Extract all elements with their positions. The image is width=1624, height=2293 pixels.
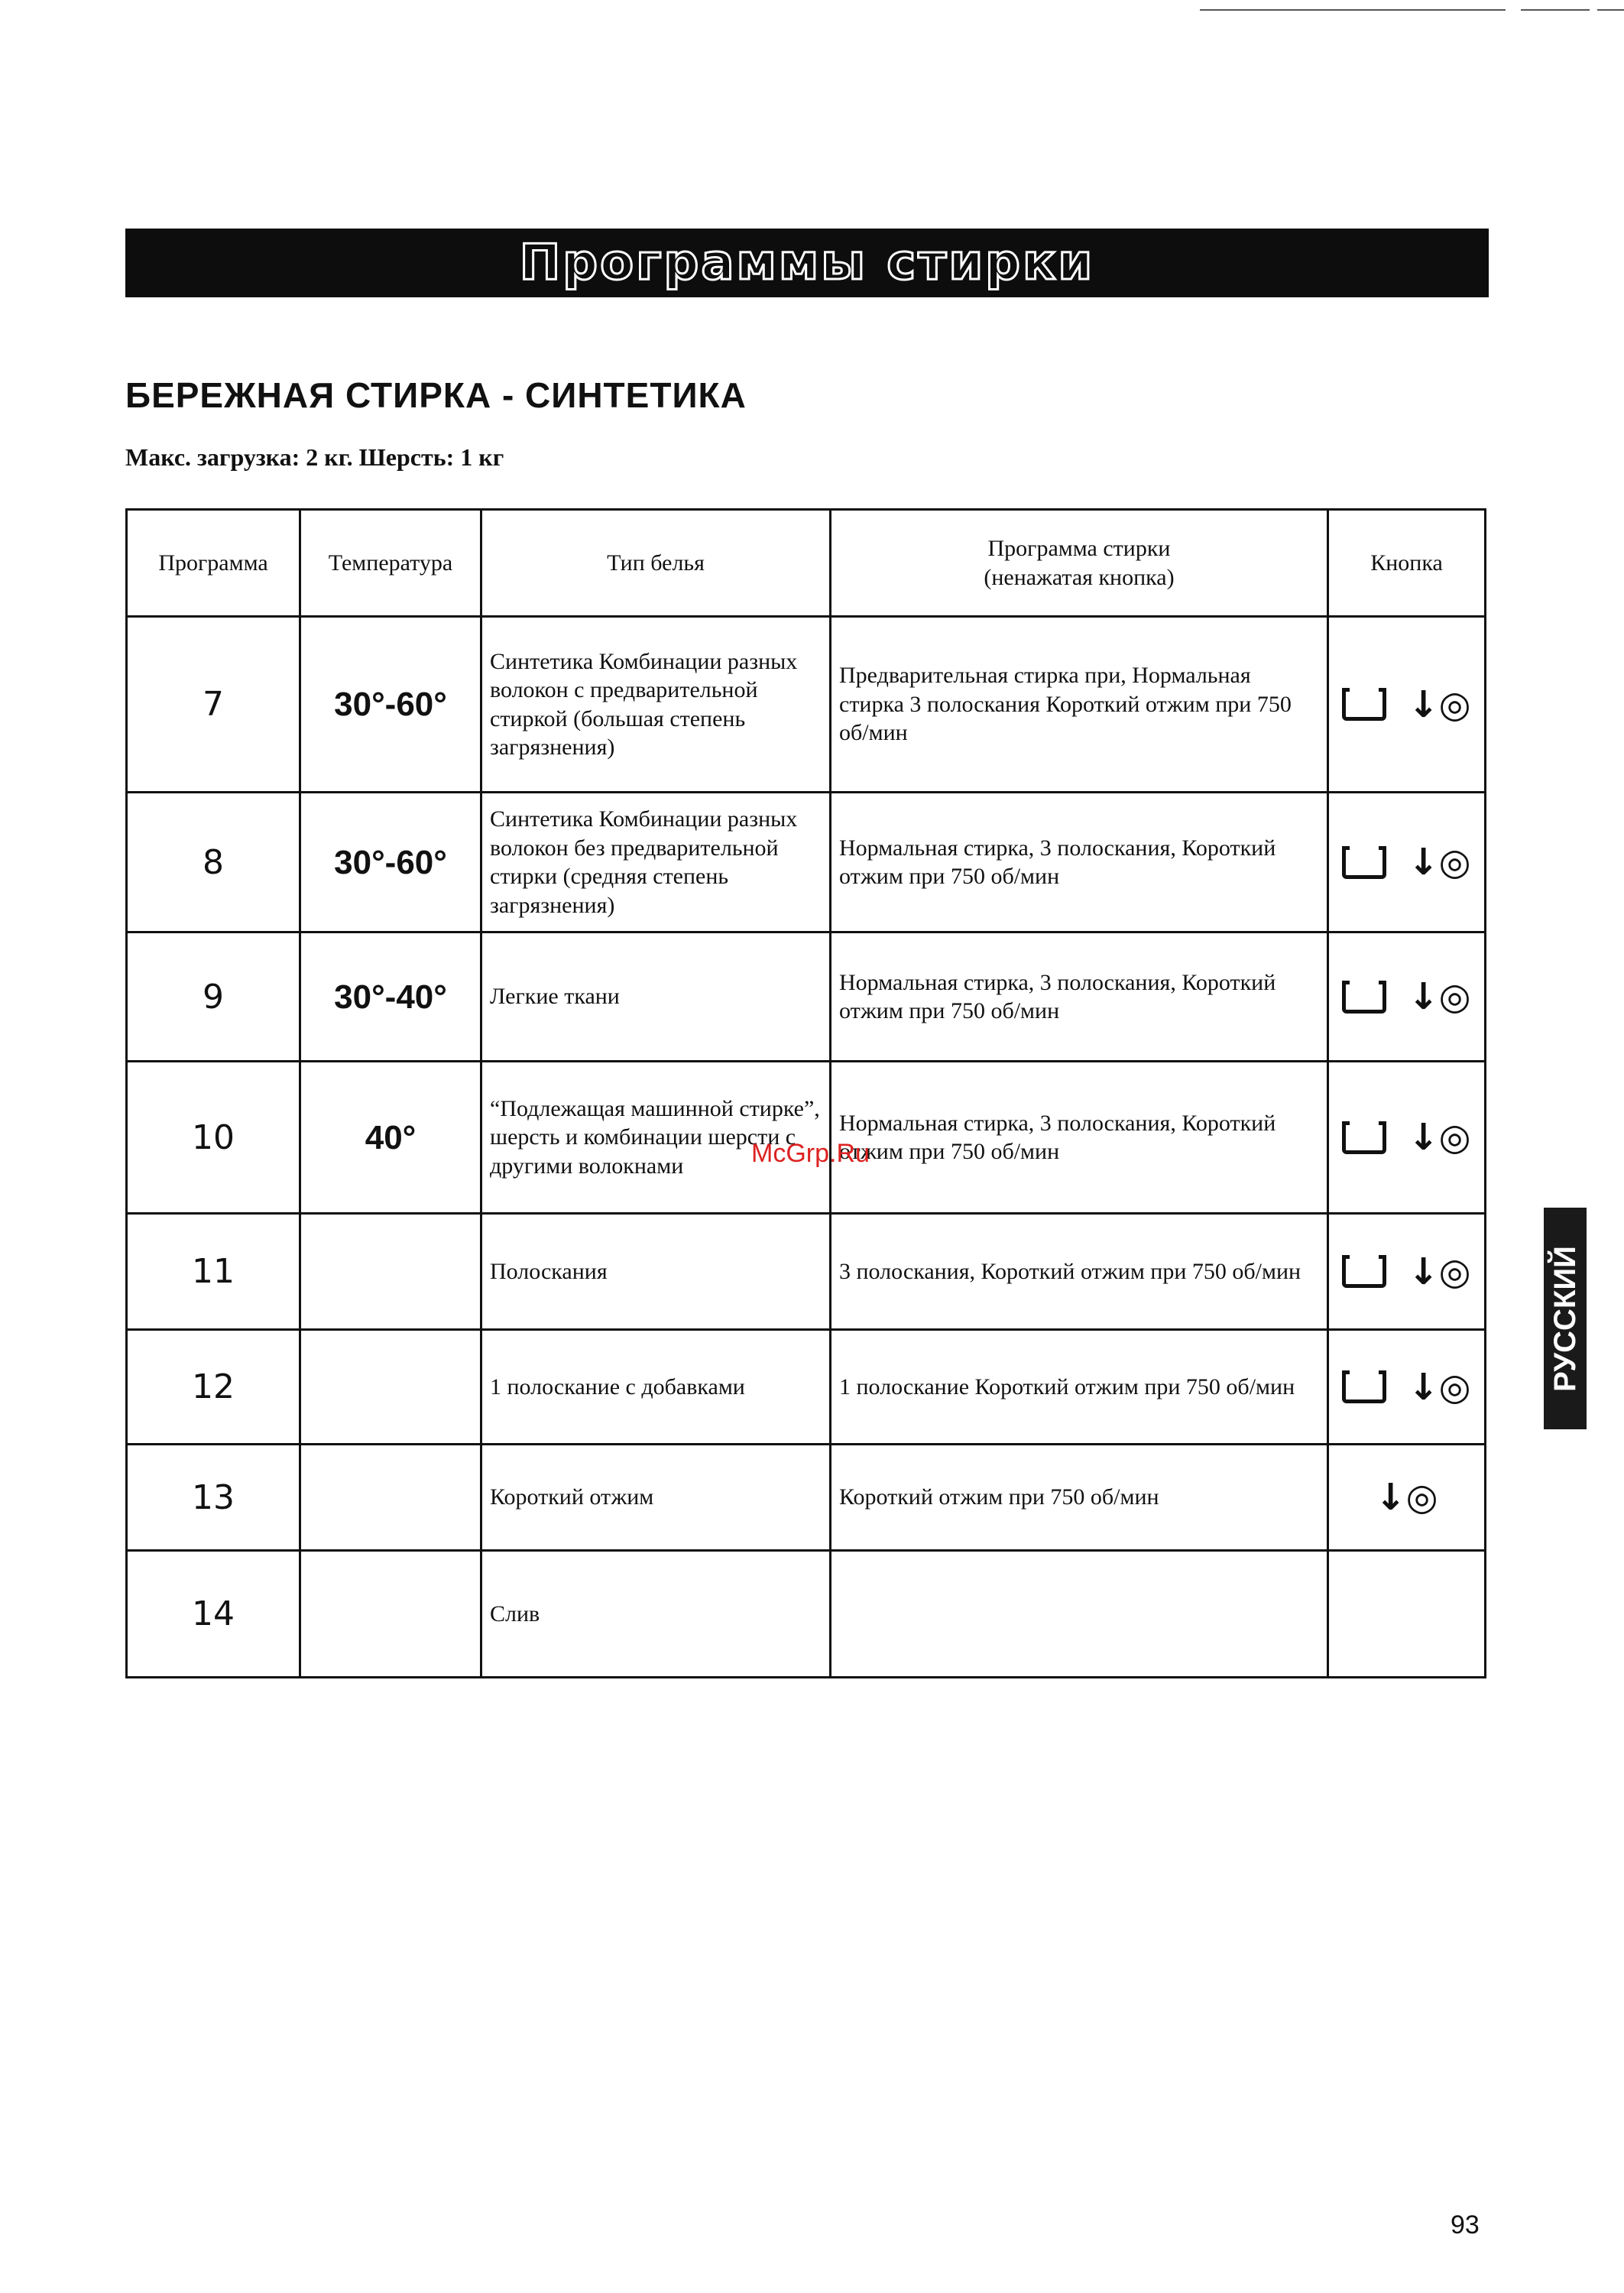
cycle-cell: 1 полоскание Короткий отжим при 750 об/мин — [831, 1330, 1328, 1445]
load-info: Макс. загрузка: 2 кг. Шерсть: 1 кг — [125, 443, 504, 471]
page-number: 93 — [1451, 2210, 1480, 2239]
temperature-cell: 40° — [300, 1062, 481, 1214]
button-icons-cell — [1328, 793, 1486, 932]
laundry-cell: Синтетика Комбинации разных волокон с предварительной стиркой (большая степень загрязнения) — [481, 617, 831, 793]
spin-icon: ↓◎ — [1408, 841, 1471, 884]
header-temperature: Температура — [300, 510, 481, 617]
laundry-cell: Полоскания — [481, 1214, 831, 1330]
top-rule — [1521, 9, 1590, 11]
temperature-cell — [300, 1551, 481, 1678]
cycle-cell: 3 полоскания, Короткий отжим при 750 об/мин — [831, 1214, 1328, 1330]
table-row — [127, 932, 1486, 1062]
temperature-cell: 30°-60° — [300, 793, 481, 932]
program-cell: 13 — [127, 1445, 300, 1551]
programs-table — [125, 508, 1486, 1678]
top-rule — [1200, 9, 1506, 11]
button-icons-cell — [1328, 932, 1486, 1062]
section-title: БЕРЕЖНАЯ СТИРКА - СИНТЕТИКА — [125, 375, 747, 415]
table-row — [127, 793, 1486, 932]
header-laundry: Тип белья — [481, 510, 831, 617]
temperature-cell — [300, 1330, 481, 1445]
tub-icon — [1342, 1121, 1386, 1154]
cycle-cell: Предварительная стирка при, Нормальная стирка 3 полоскания Короткий отжим при 750 об/мин — [831, 617, 1328, 793]
temperature-cell: 30°-40° — [300, 932, 481, 1062]
spin-icon: ↓◎ — [1408, 1250, 1471, 1293]
spin-icon: ↓◎ — [1375, 1476, 1438, 1519]
tub-icon — [1342, 846, 1386, 879]
cycle-cell: Нормальная стирка, 3 полоскания, Короткий отжим при 750 об/мин — [831, 932, 1328, 1062]
banner-title: Программы стирки — [519, 235, 1095, 291]
temperature-cell — [300, 1445, 481, 1551]
page-banner — [125, 229, 1489, 297]
table-row — [127, 1551, 1486, 1678]
table-row — [127, 1445, 1486, 1551]
language-tab — [1544, 1208, 1587, 1429]
laundry-cell: Слив — [481, 1551, 831, 1678]
button-icons-cell — [1328, 617, 1486, 793]
button-icons-cell — [1328, 1551, 1486, 1678]
laundry-cell: “Подлежащая машинной стирке”, шерсть и комбинации шерсти с другими волокнами — [481, 1062, 831, 1214]
cycle-cell — [831, 1551, 1328, 1678]
table-row — [127, 617, 1486, 793]
program-cell: 14 — [127, 1551, 300, 1678]
cycle-cell: Нормальная стирка, 3 полоскания, Короткий отжим при 750 об/мин — [831, 1062, 1328, 1214]
header-cycle: Программа стирки (ненажатая кнопка) — [831, 510, 1328, 617]
temperature-cell: 30°-60° — [300, 617, 481, 793]
spin-icon: ↓◎ — [1408, 1365, 1471, 1409]
spin-icon: ↓◎ — [1408, 683, 1471, 726]
table-header-row — [127, 510, 1486, 617]
button-icons-cell — [1328, 1214, 1486, 1330]
spin-icon: ↓◎ — [1408, 975, 1471, 1018]
temperature-cell — [300, 1214, 481, 1330]
program-cell: 8 — [127, 793, 300, 932]
program-cell: 12 — [127, 1330, 300, 1445]
laundry-cell: 1 полоскание с добавками — [481, 1330, 831, 1445]
tub-icon — [1342, 981, 1386, 1014]
program-cell: 9 — [127, 932, 300, 1062]
table-row — [127, 1330, 1486, 1445]
cycle-cell: Нормальная стирка, 3 полоскания, Короткий отжим при 750 об/мин — [831, 793, 1328, 932]
table-row — [127, 1214, 1486, 1330]
header-button: Кнопка — [1328, 510, 1486, 617]
table-row — [127, 1062, 1486, 1214]
button-icons-cell — [1328, 1062, 1486, 1214]
tub-icon — [1342, 1255, 1386, 1288]
top-rule — [1597, 9, 1624, 11]
watermark: McGrp.Ru — [751, 1139, 870, 1168]
program-cell: 7 — [127, 617, 300, 793]
header-program: Программа — [127, 510, 300, 617]
laundry-cell: Легкие ткани — [481, 932, 831, 1062]
laundry-cell: Короткий отжим — [481, 1445, 831, 1551]
spin-icon: ↓◎ — [1408, 1116, 1471, 1159]
laundry-cell: Синтетика Комбинации разных волокон без предварительной стирки (средняя степень загрязнения) — [481, 793, 831, 932]
cycle-cell: Короткий отжим при 750 об/мин — [831, 1445, 1328, 1551]
language-tab-label: РУССКИЙ — [1548, 1245, 1582, 1392]
tub-icon — [1342, 688, 1386, 721]
program-cell: 10 — [127, 1062, 300, 1214]
button-icons-cell — [1328, 1330, 1486, 1445]
button-icons-cell — [1328, 1445, 1486, 1551]
program-cell: 11 — [127, 1214, 300, 1330]
tub-icon — [1342, 1370, 1386, 1403]
